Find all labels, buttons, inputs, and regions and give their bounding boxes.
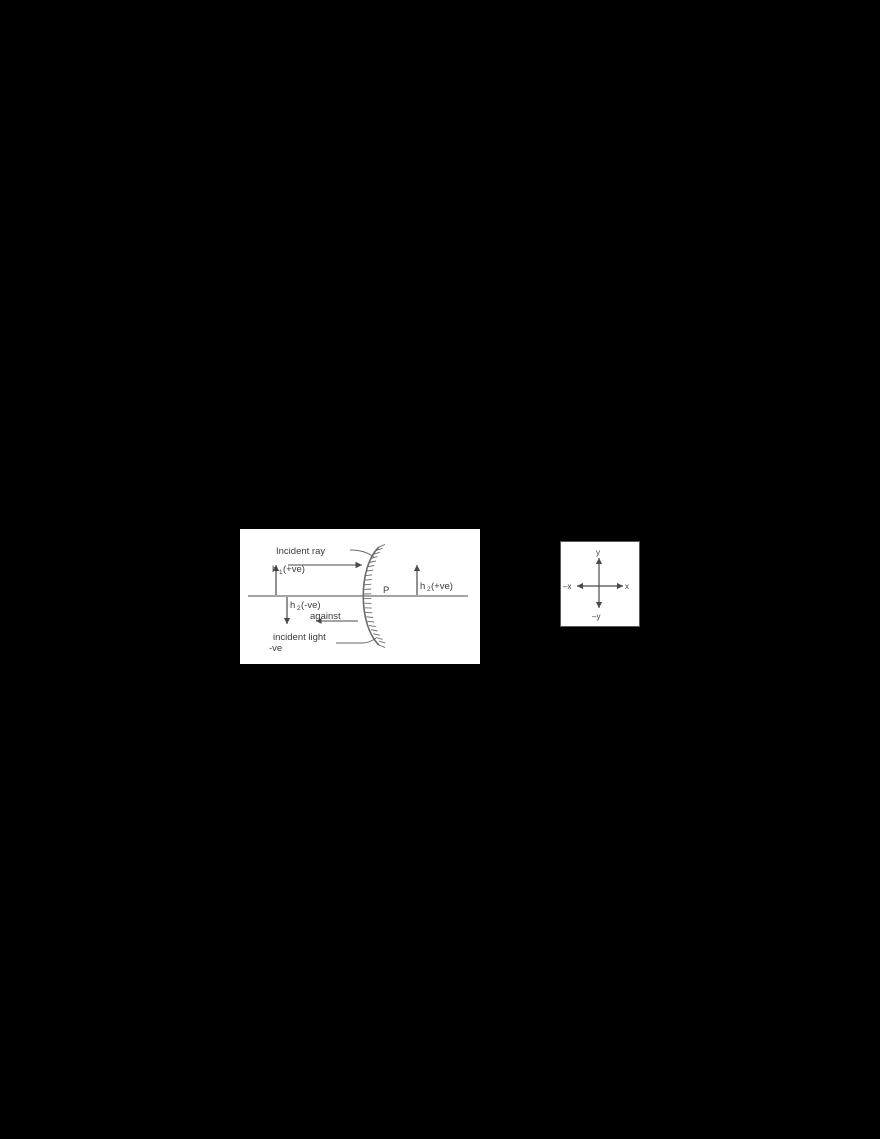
svg-text:h: h xyxy=(420,581,426,592)
axis-label-y-positive: y xyxy=(596,548,600,557)
mirror-diagram-panel xyxy=(240,529,480,664)
mirror-diagram-svg xyxy=(240,529,480,664)
svg-text:2: 2 xyxy=(427,586,431,593)
minus-ve-label: -ve xyxy=(269,643,283,654)
incident-light-label: incident light xyxy=(273,632,326,643)
svg-text:(-ve): (-ve) xyxy=(301,600,321,611)
axes-diagram-panel xyxy=(560,541,640,627)
svg-text:(+ve): (+ve) xyxy=(283,564,305,575)
incident-ray-leader xyxy=(350,550,374,557)
pole-label: P xyxy=(383,585,390,596)
axis-label-y-negative: –y xyxy=(592,612,601,621)
axis-label-x-negative: –x xyxy=(563,582,572,591)
svg-text:h: h xyxy=(290,600,296,611)
h1-positive-label xyxy=(272,564,305,576)
incident-ray-label: Incident ray xyxy=(276,546,326,557)
axis-label-x-positive: x xyxy=(625,582,629,591)
against-label: against xyxy=(310,611,341,622)
svg-text:2: 2 xyxy=(297,605,301,612)
svg-text:(+ve): (+ve) xyxy=(431,581,453,592)
minus-ve-leader xyxy=(336,638,376,643)
axes-diagram-svg xyxy=(561,542,641,628)
svg-text:h: h xyxy=(272,564,278,575)
h2-positive-label xyxy=(420,581,453,593)
svg-text:1: 1 xyxy=(279,569,283,576)
